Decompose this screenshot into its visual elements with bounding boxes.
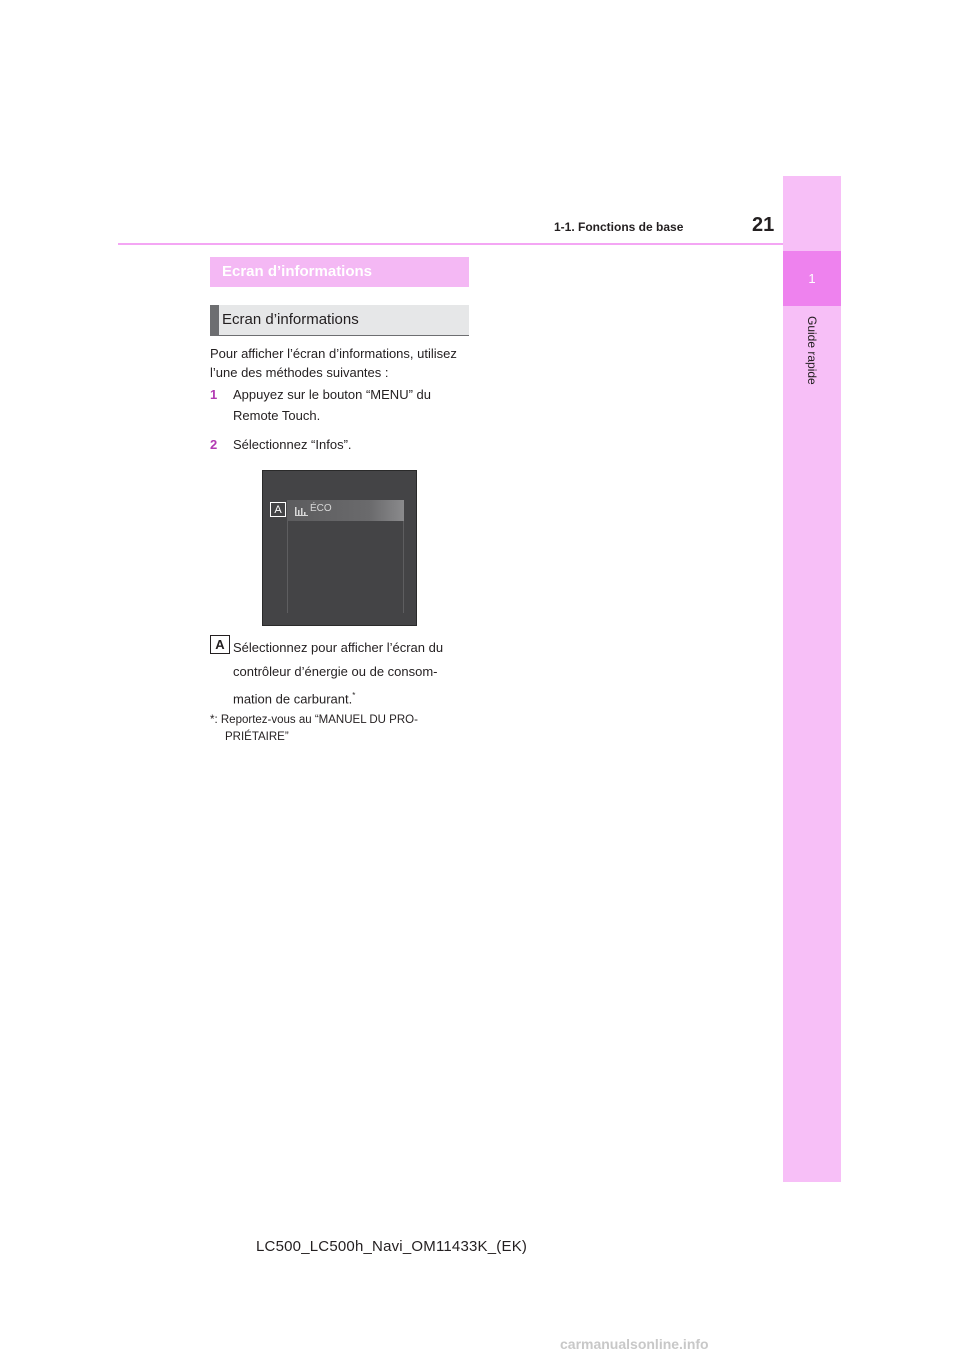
footnote-mark: *: (210, 714, 218, 726)
page-number: 21 (752, 214, 775, 236)
step-1 (210, 384, 470, 426)
chapter-label (783, 316, 841, 436)
intro-paragraph: Pour afficher l’écran d’informations, utilisez l’une des méthodes suivantes : (210, 346, 457, 380)
eco-label: ÉCO (310, 503, 332, 514)
step-text: Sélectionnez “Infos”. (233, 437, 352, 452)
chapter-number: 1 (783, 251, 841, 306)
legend-text (233, 636, 468, 711)
info-screen-illustration (262, 470, 417, 626)
callout-marker: A (270, 502, 286, 517)
step-number: 2 (210, 437, 218, 452)
eco-tile (287, 500, 404, 521)
screen-divider-right (403, 521, 404, 613)
watermark: carmanualsonline.info (560, 1336, 709, 1352)
footnote (210, 712, 470, 746)
legend-marker: A (210, 635, 230, 654)
section-subtitle: Ecran d’informations (210, 305, 469, 336)
step-2 (210, 434, 470, 455)
document-code: LC500_LC500h_Navi_OM11433K_(EK) (256, 1238, 528, 1255)
bar-chart-icon (295, 504, 309, 516)
chapter-side-tab (783, 176, 841, 1182)
step-number: 1 (210, 387, 218, 402)
footnote-line-2: PRIÉTAIRE” (225, 731, 289, 743)
footnote-ref: * (352, 691, 356, 700)
section-header: 1-1. Fonctions de base (554, 220, 684, 234)
page-title: Ecran d’informations (210, 257, 469, 287)
footnote-line-1: Reportez-vous au “MANUEL DU PRO- (220, 714, 418, 726)
chapter-label-text: Guide rapide (805, 316, 819, 385)
step-text: Appuyez sur le bouton “MENU” du Remote Touch. (233, 387, 431, 423)
header-rule (118, 243, 783, 245)
legend-description: Sélectionnez pour afficher l’écran du contrôleur d’énergie ou de consom-mation de carburant. (233, 640, 444, 707)
screen-divider-left (287, 521, 288, 613)
